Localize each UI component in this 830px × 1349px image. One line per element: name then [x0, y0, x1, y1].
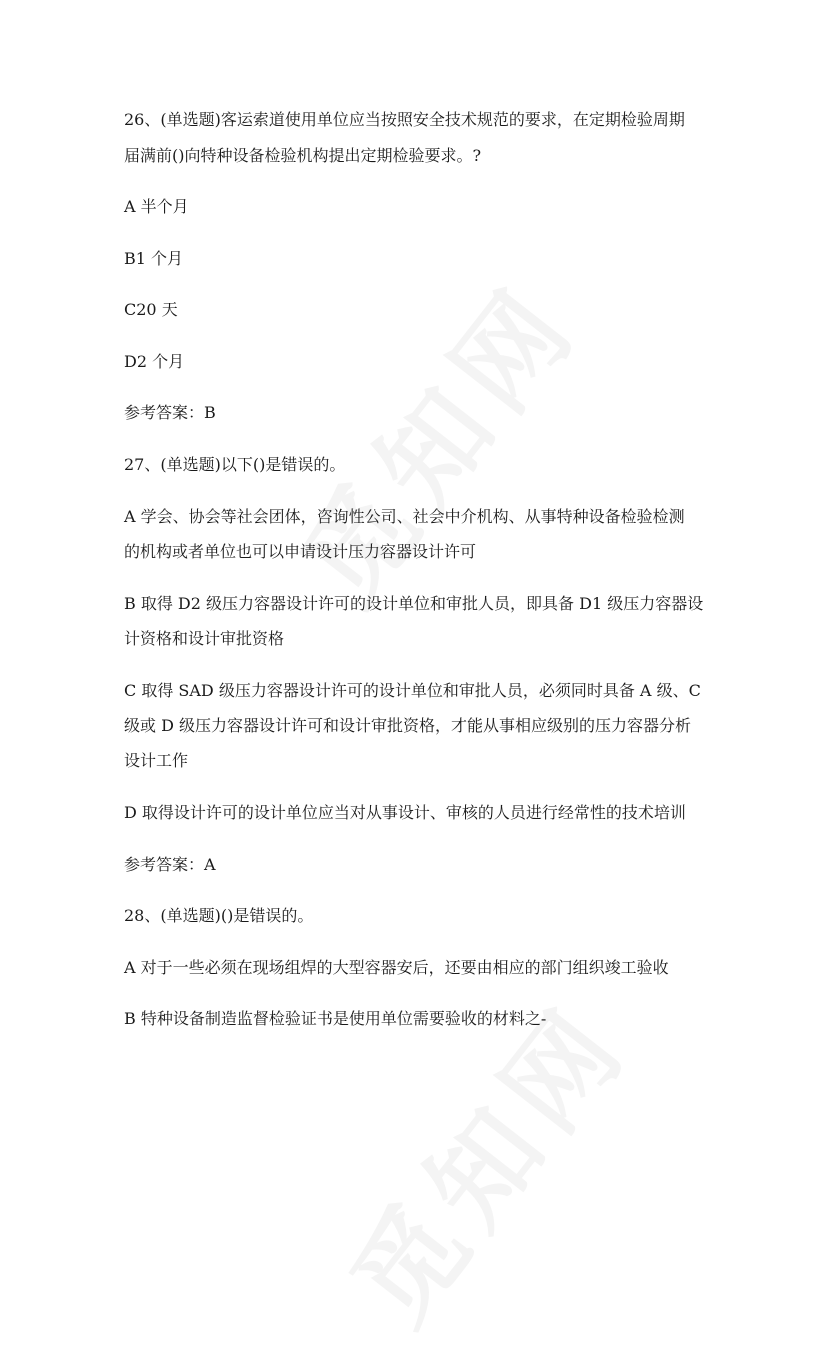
question-27-option-d: D 取得设计许可的设计单位应当对从事设计、审核的人员进行经常性的技术培训 — [124, 803, 686, 822]
question-27-option-a-line-1: A 学会、协会等社会团体，咨询性公司、社会中介机构、从事特种设备检验检测 — [124, 507, 685, 526]
question-26-answer: 参考答案：B — [124, 403, 216, 422]
question-27-answer: 参考答案：A — [124, 855, 216, 874]
question-27-stem-line-1: 27、(单选题)以下()是错误的。 — [124, 455, 346, 474]
question-27-option-b-line-1: B 取得 D2 级压力容器设计许可的设计单位和审批人员，即具备 D1 级压力容器设 — [124, 594, 704, 613]
question-27-option-a-line-2: 的机构或者单位也可以申请设计压力容器设计许可 — [124, 542, 477, 561]
question-26-option-c: C20 天 — [124, 300, 178, 319]
question-26-option-d: D2 个月 — [124, 352, 185, 371]
question-26-option-b: B1 个月 — [124, 249, 184, 268]
watermark — [259, 246, 606, 630]
question-26-option-a: A 半个月 — [124, 197, 189, 216]
question-27-option-c-line-2: 级或 D 级压力容器设计许可和设计审批资格，才能从事相应级别的压力容器分析 — [124, 716, 692, 735]
question-28-option-a: A 对于一些必须在现场组焊的大型容器安后，还要由相应的部门组织竣工验收 — [124, 958, 669, 977]
question-27-option-c-line-3: 设计工作 — [124, 751, 189, 770]
question-27-option-c-line-1: C 取得 SAD 级压力容器设计许可的设计单位和审批人员，必须同时具备 A 级、C — [124, 681, 701, 700]
question-27-option-b-line-2: 计资格和设计审批资格 — [124, 629, 285, 648]
question-28-option-b: B 特种设备制造监督检验证书是使用单位需要验收的材料之- — [124, 1009, 547, 1028]
question-26-stem-line-1: 26、(单选题)客运索道使用单位应当按照安全技术规范的要求，在定期检验周期 — [124, 110, 685, 129]
question-26-stem-line-2: 届满前()向特种设备检验机构提出定期检验要求。? — [124, 146, 482, 165]
question-28-stem-line-1: 28、(单选题)()是错误的。 — [124, 906, 314, 925]
